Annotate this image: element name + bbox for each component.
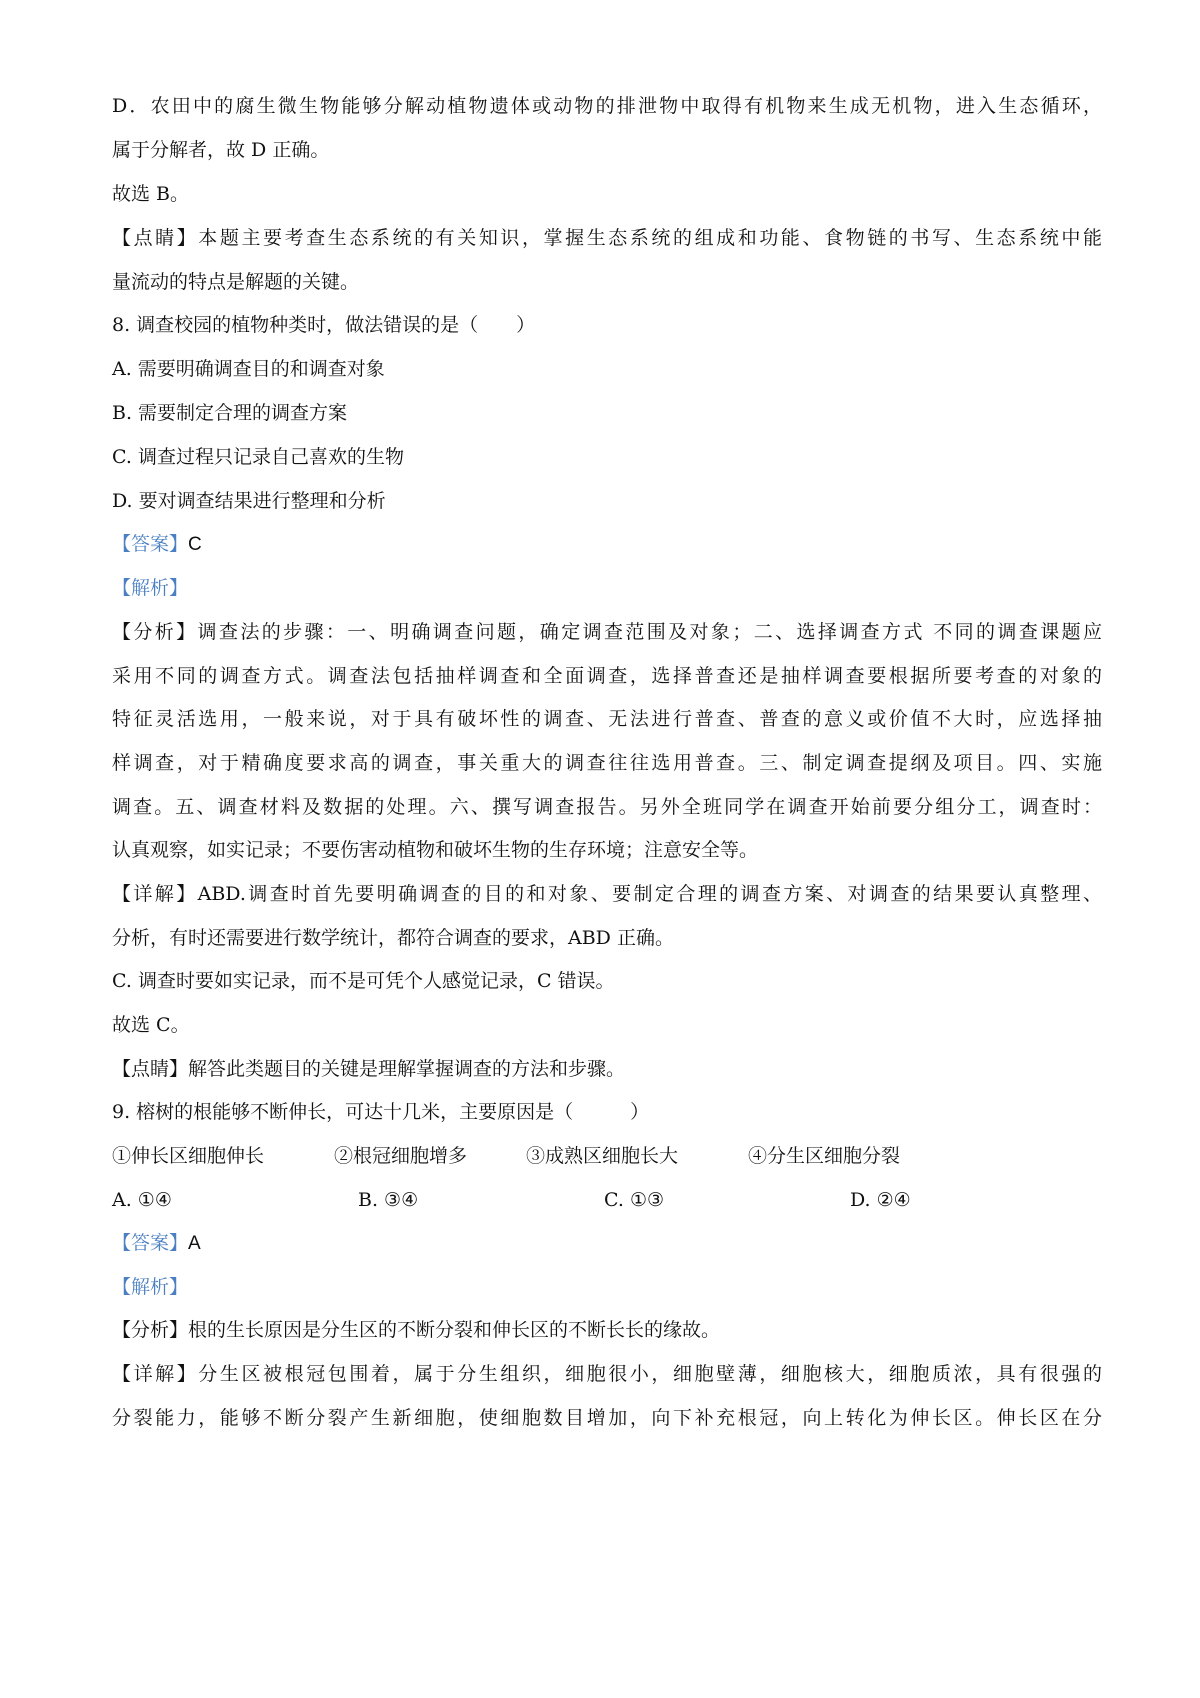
q8-answer-value: C (188, 534, 202, 555)
q8-option-b: B. 需要制定合理的调查方案 (112, 402, 348, 424)
q9-item-1: ①伸长区细胞伸长 (112, 1145, 265, 1167)
q9-item-4: ④分生区细胞分裂 (748, 1145, 901, 1167)
q9-jiexi-tag: 【解析】 (112, 1276, 189, 1298)
q9-option-c: C. ①③ (604, 1189, 665, 1211)
q8-answer-tag: 【答案】 (112, 533, 189, 555)
q8-xiangjie-line3: C. 调查时要如实记录，而不是可凭个人感觉记录，C 错误。 (112, 970, 615, 992)
q9-question: 9. 榕树的根能够不断伸长，可达十几米，主要原因是（ ） (112, 1101, 650, 1123)
q7-choose: 故选 B。 (112, 183, 190, 205)
q9-answer (112, 1229, 1102, 1258)
q9-item-3: ③成熟区细胞长大 (526, 1145, 679, 1167)
q8-fenxi-line5: 调查。五、调查材料及数据的处理。六、撰写调查报告。另外全班同学在调查开始前要分组分工，调查时： (112, 796, 1102, 818)
q9-option-b: B. ③④ (358, 1189, 419, 1211)
q8-fenxi-line1: 【分析】调查法的步骤：一、明确调查问题，确定调查范围及对象；二、选择调查方式 不同的调查课题应 (112, 621, 1102, 643)
q7-dianjing-line1: 【点睛】本题主要考查生态系统的有关知识，掌握生态系统的组成和功能、食物链的书写、生态系统中能 (112, 227, 1102, 249)
q8-xiangjie-line1: 【详解】ABD.调查时首先要明确调查的目的和对象、要制定合理的调查方案、对调查的结果要认真整理、 (112, 883, 1102, 905)
q8-xiangjie-line2: 分析，有时还需要进行数学统计，都符合调查的要求，ABD 正确。 (112, 927, 674, 949)
q8-option-c: C. 调查过程只记录自己喜欢的生物 (112, 446, 404, 468)
q8-fenxi-line2: 采用不同的调查方式。调查法包括抽样调查和全面调查，选择普查还是抽样调查要根据所要考查的对象的 (112, 665, 1102, 687)
q7-option-d-explanation-line2: 属于分解者，故 D 正确。 (112, 139, 330, 161)
q8-jiexi-tag: 【解析】 (112, 577, 189, 599)
q9-answer-tag: 【答案】 (112, 1232, 189, 1254)
q9-option-a: A. ①④ (112, 1189, 172, 1211)
q8-fenxi-line6: 认真观察，如实记录；不要伤害动植物和破坏生物的生存环境；注意安全等。 (112, 839, 759, 861)
q8-dianjing: 【点睛】解答此类题目的关键是理解掌握调查的方法和步骤。 (112, 1058, 626, 1080)
q9-xiangjie-line1: 【详解】分生区被根冠包围着，属于分生组织，细胞很小，细胞壁薄，细胞核大，细胞质浓，具有很强的 (112, 1363, 1102, 1385)
q8-choose: 故选 C。 (112, 1014, 190, 1036)
q8-fenxi-line3: 特征灵活选用，一般来说，对于具有破坏性的调查、无法进行普查、普查的意义或价值不大时，应选择抽 (112, 708, 1102, 730)
q8-answer (112, 530, 1102, 559)
q7-dianjing-line2: 量流动的特点是解题的关键。 (112, 271, 360, 293)
q9-item-2: ②根冠细胞增多 (334, 1145, 468, 1167)
q8-fenxi-line4: 样调查，对于精确度要求高的调查，事关重大的调查往往选用普查。三、制定调查提纲及项目。四、实施 (112, 752, 1102, 774)
q8-option-d: D. 要对调查结果进行整理和分析 (112, 490, 386, 512)
q7-option-d-explanation-line1: D．农田中的腐生微生物能够分解动植物遗体或动物的排泄物中取得有机物来生成无机物，进入生态循环， (112, 95, 1102, 117)
q9-answer-value: A (188, 1233, 201, 1254)
q9-fenxi: 【分析】根的生长原因是分生区的不断分裂和伸长区的不断长长的缘故。 (112, 1319, 721, 1341)
q8-question: 8. 调查校园的植物种类时，做法错误的是（ ） (112, 314, 536, 336)
q8-option-a: A. 需要明确调查目的和调查对象 (112, 358, 385, 380)
q9-xiangjie-line2: 分裂能力，能够不断分裂产生新细胞，使细胞数目增加，向下补充根冠，向上转化为伸长区。伸长区在分 (112, 1407, 1102, 1429)
q9-option-d: D. ②④ (850, 1189, 911, 1211)
